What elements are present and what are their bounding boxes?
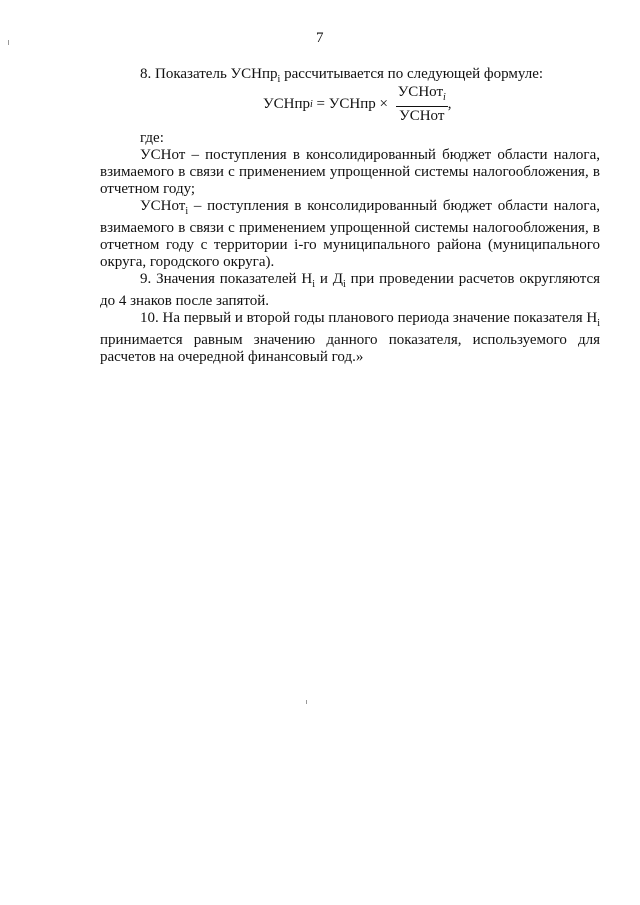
definition-usnot: УСНот – поступления в консолидированный бюджет области налога, взимаемого в связи с применением упрощенной системы налогообложения, в отчетном году; (100, 147, 600, 197)
formula-lhs-subscript: i (310, 98, 313, 110)
scan-mark (8, 40, 9, 45)
scan-mark (306, 700, 307, 704)
item-8-lead-subscript: i (277, 74, 281, 85)
numerator-subscript: i (443, 91, 446, 103)
formula-numerator (396, 84, 448, 107)
formula-operator: = УСНпр × (312, 95, 392, 112)
definition-usnot-i (100, 198, 600, 271)
item-10-text-2: принимается равным значению данного показателя, используемого для расчетов на очередной финансовый год.» (100, 332, 600, 365)
item-9-text-3: при проведении расчетов округляются до 4 знаков после запятой. (100, 271, 600, 309)
item-10-text-1: 10. На первый и второй годы планового периода значение показателя Н (140, 310, 598, 326)
numerator-text: УСНот (397, 83, 444, 100)
formula (263, 83, 452, 124)
definition-text: – поступления в консолидированный бюджет области налога, взимаемого в связи с применением упрощенной системы налогообложения, в отчетном году с территории i-го муниципального района (муниципального округа, городского округа). (100, 198, 600, 270)
formula-denominator: УСНот (399, 107, 445, 124)
item-8-paragraph (100, 66, 600, 88)
item-9-paragraph (100, 271, 600, 310)
where-label: где: (140, 130, 164, 146)
item-9-subscript-2: i (343, 279, 346, 290)
item-8-tail: рассчитывается по следующей формуле: (280, 66, 544, 82)
definition-term-subscript: i (185, 206, 189, 217)
item-9-text-2: и Д (315, 271, 344, 287)
formula-lhs: УСНпр (263, 95, 310, 112)
item-9-text-1: 9. Значения показателей Н (140, 271, 313, 287)
item-10-subscript: i (597, 318, 600, 329)
definition-term: УСНот (140, 198, 186, 214)
item-9-subscript-1: i (312, 279, 316, 290)
item-10-paragraph (100, 310, 600, 366)
item-8-lead: 8. Показатель УСНпр (140, 66, 278, 82)
formula-comma: , (447, 95, 452, 112)
page-number: 7 (316, 30, 324, 46)
formula-fraction (396, 84, 448, 125)
